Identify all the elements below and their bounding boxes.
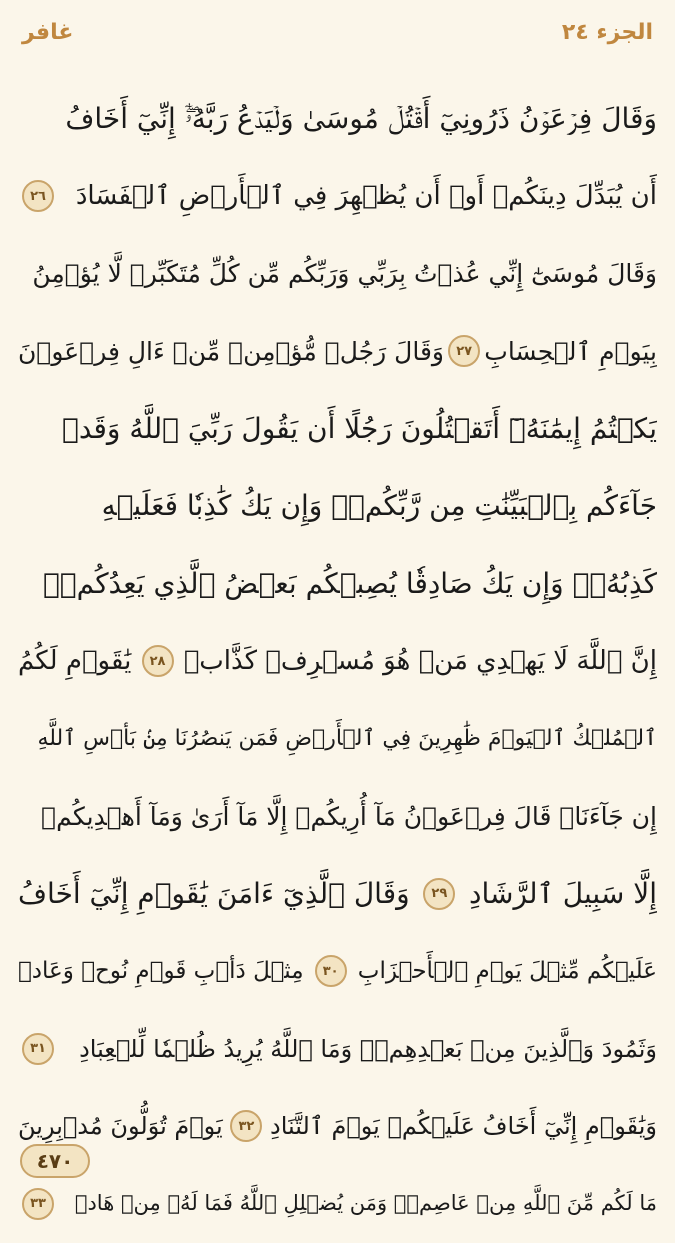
- ayah-number-marker[interactable]: ٣٢: [230, 1110, 262, 1142]
- text-line[interactable]: [18, 80, 657, 158]
- line-text: كَذِبُهُۥۖ وَإِن يَكُ صَادِقٗا يُصِبۡكُم بَعۡضُ ٱلَّذِي يَعِدُكُمۡۖ: [42, 566, 657, 600]
- surah-name: غافر: [22, 19, 74, 45]
- line-text: بِيَوۡمِ ٱلۡحِسَابِ: [484, 336, 657, 366]
- ayah-number-marker[interactable]: ٢٩: [423, 878, 455, 910]
- page-header: [22, 16, 653, 48]
- line-text: يَٰقَوۡمِ لَكُمُ: [18, 646, 132, 677]
- line-text: يَوۡمَ تُوَلُّونَ مُدۡبِرِينَ: [18, 1112, 223, 1141]
- text-line[interactable]: [18, 1010, 657, 1088]
- juz-label: الجزء ٢٤: [561, 19, 653, 45]
- text-line[interactable]: [18, 855, 657, 933]
- line-text: وَقَالَ رَجُلٞ مُّؤۡمِنٞ مِّنۡ ءَالِ فِرۡعَوۡنَ: [18, 336, 444, 366]
- text-line[interactable]: [18, 313, 657, 391]
- line-text: ٱلۡمُلۡكُ ٱلۡيَوۡمَ ظَٰهِرِينَ فِي ٱلۡأَرۡضِ فَمَن يَنصُرُنَا مِنۢ بَأۡسِ ٱللَّهِ: [37, 725, 657, 751]
- text-line[interactable]: [18, 933, 657, 1011]
- text-line[interactable]: [18, 700, 657, 778]
- text-line[interactable]: [18, 778, 657, 856]
- ayah-number-marker[interactable]: ٢٦: [22, 180, 54, 212]
- line-text: إِنَّ ٱللَّهَ لَا يَهۡدِي مَنۡ هُوَ مُسۡرِفٞ كَذَّابٞ: [183, 646, 657, 677]
- line-text: إِن جَآءَنَاۚ قَالَ فِرۡعَوۡنُ مَآ أُرِيكُمۡ إِلَّا مَآ أَرَىٰ وَمَآ أَهۡدِيكُمۡ: [41, 801, 657, 831]
- ayah-number-marker[interactable]: ٣١: [22, 1033, 54, 1065]
- line-text: مَا لَكُم مِّنَ ٱللَّهِ مِنۡ عَاصِمٖۗ وَمَن يُضۡلِلِ ٱللَّهُ فَمَا لَهُۥ مِنۡ هَادٖ: [74, 1191, 657, 1216]
- line-text: مِثۡلَ دَأۡبِ قَوۡمِ نُوحٖ وَعَادٖ: [18, 957, 304, 984]
- line-text: وَقَالَ مُوسَىٰٓ إِنِّي عُذۡتُ بِرَبِّي وَرَبِّكُم مِّن كُلِّ مُتَكَبِّرٖ لَّا يُؤۡمِنُ: [32, 259, 657, 289]
- ayah-number-marker[interactable]: ٢٧: [448, 335, 480, 367]
- text-line[interactable]: [18, 390, 657, 468]
- text-line[interactable]: [18, 468, 657, 546]
- line-text: وَيَٰقَوۡمِ إِنِّيٓ أَخَافُ عَلَيۡكُمۡ يَوۡمَ ٱلتَّنَادِ: [270, 1112, 657, 1141]
- line-text: إِلَّا سَبِيلَ ٱلرَّشَادِ: [469, 876, 657, 910]
- ayah-number-marker[interactable]: ٣٠: [315, 955, 347, 987]
- quran-page-text: [18, 80, 657, 1243]
- page-footer: [20, 1144, 90, 1178]
- text-line[interactable]: [18, 623, 657, 701]
- ayah-number-marker[interactable]: ٢٨: [142, 645, 174, 677]
- text-line[interactable]: [18, 235, 657, 313]
- line-text: جَآءَكُم بِٱلۡبَيِّنَٰتِ مِن رَّبِّكُمۡۖ وَإِن يَكُ كَٰذِبٗا فَعَلَيۡهِ: [101, 489, 657, 523]
- text-line[interactable]: [18, 1165, 657, 1243]
- line-text: وَقَالَ ٱلَّذِيٓ ءَامَنَ يَٰقَوۡمِ إِنِّيٓ أَخَافُ: [18, 876, 410, 910]
- line-text: يَكۡتُمُ إِيمَٰنَهُۥٓ أَتَقۡتُلُونَ رَجُلًا أَن يَقُولَ رَبِّيَ ٱللَّهُ وَقَدۡ: [62, 411, 657, 445]
- text-line[interactable]: [18, 545, 657, 623]
- line-text: أَن يُبَدِّلَ دِينَكُمۡ أَوۡ أَن يُظۡهِرَ فِي ٱلۡأَرۡضِ ٱلۡفَسَادَ: [75, 181, 657, 212]
- page-number-badge: ٤٧٠: [20, 1144, 90, 1178]
- text-line[interactable]: [18, 1088, 657, 1166]
- line-text: وَقَالَ فِرۡعَوۡنُ ذَرُونِيٓ أَقۡتُلۡ مُوسَىٰ وَلۡيَدۡعُ رَبَّهُۥٓۖ إِنِّيٓ أَخَافُ: [65, 101, 657, 135]
- text-line[interactable]: [18, 158, 657, 236]
- line-text: عَلَيۡكُم مِّثۡلَ يَوۡمِ ٱلۡأَحۡزَابِ: [357, 957, 657, 984]
- line-text: وَثَمُودَ وَٱلَّذِينَ مِنۢ بَعۡدِهِمۡۚ وَمَا ٱللَّهُ يُرِيدُ ظُلۡمٗا لِّلۡعِبَادِ: [79, 1034, 657, 1063]
- ayah-number-marker[interactable]: ٣٣: [22, 1188, 54, 1220]
